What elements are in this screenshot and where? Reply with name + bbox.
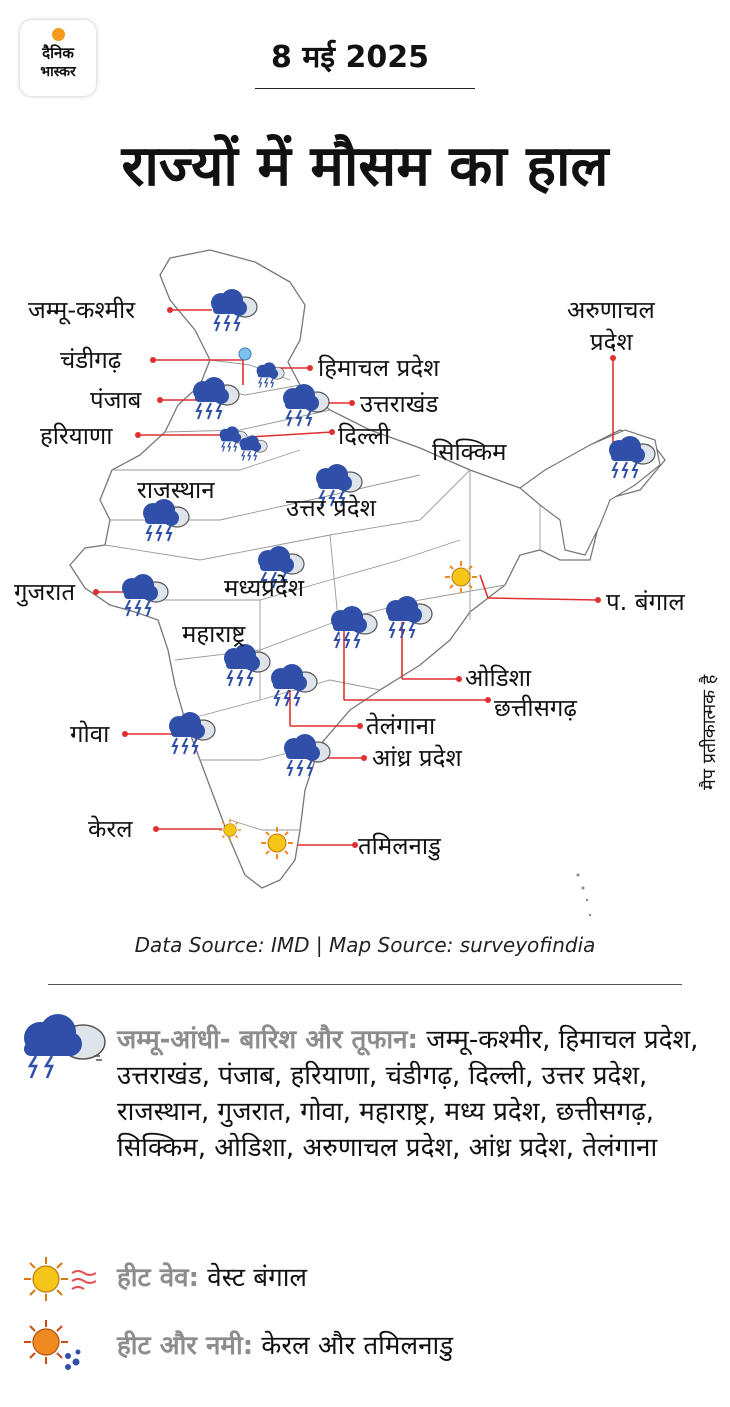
logo-sun-icon bbox=[52, 28, 65, 41]
label-tamilnadu: तमिलनाडु bbox=[358, 832, 441, 860]
map-disclaimer: मैप प्रतीकात्मक है bbox=[699, 674, 720, 790]
label-chandigarh: चंडीगढ़ bbox=[60, 346, 122, 374]
label-maharashtra: महाराष्ट्र bbox=[182, 620, 246, 648]
legend-states-heat-humidity: केरल और तमिलनाडु bbox=[253, 1331, 454, 1361]
label-goa: गोवा bbox=[70, 720, 110, 748]
data-source: Data Source: IMD | Map Source: surveyofindia bbox=[134, 933, 596, 957]
legend-key-heat-humidity: हीट और नमी: bbox=[117, 1331, 254, 1361]
chandigarh-icon bbox=[239, 348, 251, 360]
label-arunachal-1: अरुणाचल bbox=[567, 296, 655, 324]
label-punjab: पंजाब bbox=[90, 386, 142, 414]
label-andhra: आंध्र प्रदेश bbox=[372, 744, 462, 772]
heat-humidity-icon bbox=[20, 1318, 96, 1374]
thunderstorm-icon bbox=[18, 1012, 110, 1082]
label-madhya-pradesh: मध्यप्रदेश bbox=[224, 574, 305, 602]
label-uttarakhand: उत्तराखंड bbox=[360, 390, 439, 418]
label-uttar-pradesh: उत्तर प्रदेश bbox=[286, 494, 376, 522]
label-arunachal-2: प्रदेश bbox=[590, 328, 633, 356]
legend-item-heat-humidity bbox=[117, 1328, 707, 1364]
label-sikkim: सिक्किम bbox=[432, 438, 507, 466]
date-underline bbox=[255, 88, 475, 89]
heat-wave-icon bbox=[20, 1255, 96, 1303]
legend-item-heat-wave bbox=[117, 1260, 707, 1296]
label-rajasthan: राजस्थान bbox=[137, 476, 215, 504]
label-gujarat: गुजरात bbox=[14, 578, 76, 606]
logo-text-line2: भास्कर bbox=[40, 64, 76, 80]
brand-logo bbox=[20, 20, 96, 96]
label-telangana: तेलंगाना bbox=[366, 712, 436, 740]
label-delhi: दिल्ली bbox=[338, 422, 391, 450]
legend-key-thunderstorm: जम्मू-आंधी- बारिश और तूफान: bbox=[117, 1025, 418, 1055]
legend-states-thunderstorm: जम्मू-कश्मीर, हिमाचल प्रदेश, उत्तराखंड, पंजाब, हरियाणा, चंडीगढ़, दिल्ली, उत्तर प्रदेश, राजस्थान, गुजरात, गोवा, महाराष्ट्र, मध्य प्रदेश, छत्तीसगढ़, सिक्किम, ओडिशा, अरुणाचल प्रदेश, आंध्र प्रदेश, तेलंगाना bbox=[117, 1025, 699, 1163]
legend-key-heat-wave: हीट वेव: bbox=[117, 1263, 200, 1293]
label-west-bengal: प. बंगाल bbox=[606, 588, 685, 616]
page-title: राज्यों में मौसम का हाल bbox=[121, 134, 609, 199]
label-chhattisgarh: छत्तीसगढ़ bbox=[494, 694, 577, 722]
logo-text-line1: दैनिक bbox=[42, 44, 74, 62]
date-heading: 8 मई 2025 bbox=[271, 40, 429, 75]
label-kerala: केरल bbox=[88, 815, 133, 843]
legend-item-thunderstorm bbox=[117, 1022, 707, 1166]
label-haryana: हरियाणा bbox=[40, 422, 113, 450]
label-jammu-kashmir: जम्मू-कश्मीर bbox=[28, 296, 136, 324]
legend-states-heat-wave: वेस्ट बंगाल bbox=[199, 1263, 308, 1293]
divider bbox=[48, 984, 682, 985]
label-odisha: ओडिशा bbox=[465, 664, 532, 692]
label-himachal: हिमाचल प्रदेश bbox=[318, 354, 440, 382]
